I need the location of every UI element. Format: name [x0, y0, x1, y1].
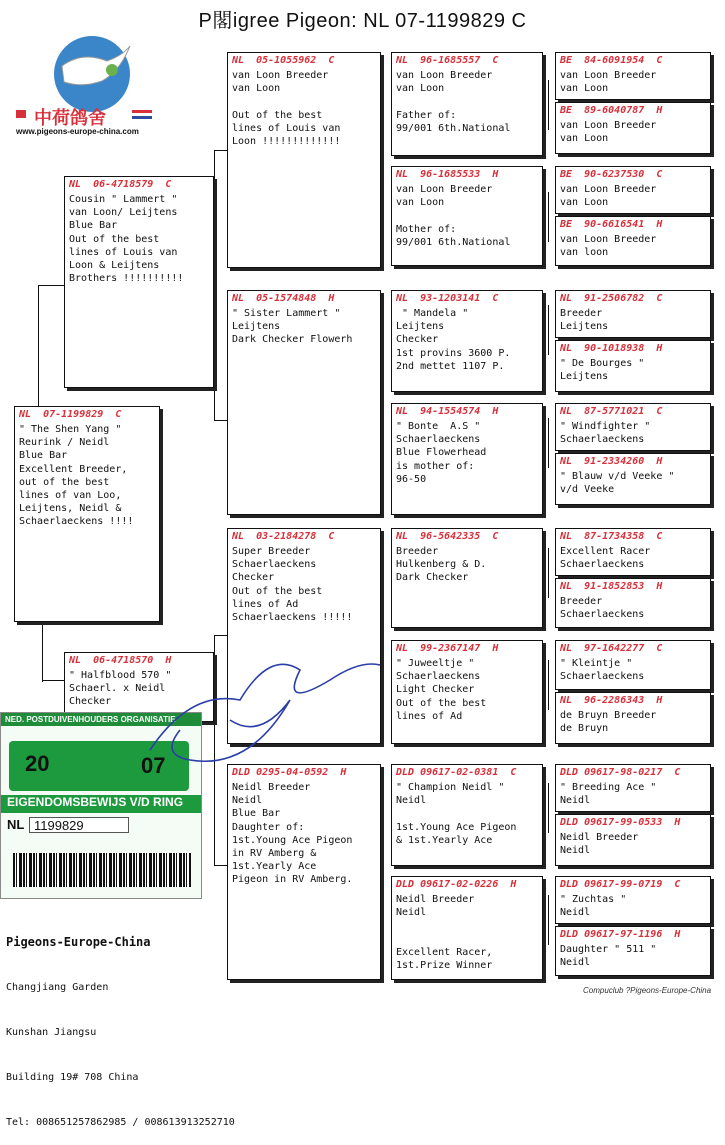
contact-line: Changjiang Garden — [6, 982, 109, 993]
pigeon-details: Neidl Breeder Neidl Blue Bar Daughter of: 1st.Young Ace Pigeon in RV Amberg & 1st.Yearly Ace Pigeon in RV Amberg. — [232, 782, 353, 886]
stamp-band-text: EIGENDOMSBEWIJS V/D RING — [1, 795, 201, 813]
ring-number: NL 91-1852853 H — [560, 581, 663, 592]
pedigree-g5-box — [555, 290, 711, 338]
ring-number: DLD 09617-02-0226 H — [396, 879, 517, 890]
pigeon-details: " Windfighter " Schaerlaeckens — [560, 421, 651, 446]
ring-number: NL 06-4718579 C — [69, 179, 172, 190]
connector — [214, 420, 227, 421]
ring-number: DLD 09617-98-0217 C — [560, 767, 681, 778]
connector — [548, 192, 549, 242]
pigeon-details: Breeder Schaerlaeckens — [560, 596, 645, 621]
connector — [214, 635, 215, 865]
ring-number: NL 94-1554574 H — [396, 406, 499, 417]
connector — [548, 305, 549, 355]
pedigree-g5-box — [555, 340, 711, 392]
pedigree-g4-box — [391, 403, 543, 515]
barcode — [13, 853, 191, 887]
ring-number: NL 91-2334260 H — [560, 456, 663, 467]
contact-block — [6, 905, 235, 1145]
ring-number: NL 87-5771021 C — [560, 406, 663, 417]
ring-number: DLD 09617-99-0719 C — [560, 879, 681, 890]
ring-number: NL 05-1574848 H — [232, 293, 335, 304]
pigeon-details: " Blauw v/d Veeke " v/d Veeke — [560, 471, 675, 496]
ring-number: NL 96-1685533 H — [396, 169, 499, 180]
ring-number: NL 90-1018938 H — [560, 343, 663, 354]
pedigree-g5-box — [555, 216, 711, 266]
ring-number: DLD 0295-04-0592 H — [232, 767, 347, 778]
page-title: P閣igree Pigeon: NL 07-1199829 C — [198, 10, 527, 32]
pedigree-g5-box — [555, 578, 711, 628]
ring-number: NL 96-1685557 C — [396, 55, 499, 66]
footer-credit: Compuclub ?Pigeons-Europe-China — [583, 986, 712, 995]
pigeon-details: van Loon Breeder van loon — [560, 234, 657, 259]
pigeon-details: Breeder Leijtens — [560, 308, 609, 333]
pedigree-subject — [14, 406, 160, 622]
ring-number: NL 06-4718570 H — [69, 655, 172, 666]
stamp-country: NL — [7, 817, 25, 832]
connector — [38, 285, 39, 410]
pigeon-details: " Champion Neidl " Neidl 1st.Young Ace Pigeon & 1st.Yearly Ace — [396, 782, 517, 846]
ring-number: BE 90-6237530 C — [560, 169, 663, 180]
connector — [38, 285, 66, 286]
pedigree-g5-box — [555, 102, 711, 154]
pedigree-g5-box — [555, 640, 711, 690]
pedigree-g5-box — [555, 764, 711, 812]
connector — [42, 622, 43, 682]
connector — [214, 865, 227, 866]
ring-number: NL 03-2184278 C — [232, 531, 335, 542]
connector — [548, 783, 549, 833]
pedigree-g5-box — [555, 814, 711, 866]
pigeon-details: " De Bourges " Leijtens — [560, 358, 645, 383]
connector — [548, 895, 549, 945]
connector — [42, 680, 66, 681]
pigeon-details: de Bruyn Breeder de Bruyn — [560, 710, 657, 735]
ring-number: NL 07-1199829 C — [19, 409, 122, 420]
ring-number: BE 90-6616541 H — [560, 219, 663, 230]
stamp-year-right: 07 — [141, 753, 166, 778]
pigeon-details: " Juweeltje " Schaerlaeckens Light Checker Out of the best lines of Ad — [396, 658, 487, 722]
stamp-ring-number: 1199829 — [29, 817, 129, 833]
pigeon-details: van Loon Breeder van Loon Out of the best lines of Louis van Loon !!!!!!!!!!!!! — [232, 70, 341, 148]
pigeon-details: " Kleintje " Schaerlaeckens — [560, 658, 645, 683]
pedigree-g5-box — [555, 926, 711, 976]
stamp-organisation: NED. POSTDUIVENHOUDERS ORGANISATIE — [1, 713, 201, 726]
ring-number: BE 89-6040787 H — [560, 105, 663, 116]
ring-number: NL 93-1203141 C — [396, 293, 499, 304]
connector — [214, 150, 215, 420]
ring-number: DLD 09617-99-0533 H — [560, 817, 681, 828]
pigeon-details: van Loon Breeder van Loon Mother of: 99/001 6th.National — [396, 184, 511, 248]
pedigree-g4-box — [391, 640, 543, 744]
brand-logo — [12, 26, 158, 142]
connector — [381, 575, 382, 685]
stamp-year-left: 20 — [25, 751, 50, 776]
pedigree-g4-box — [391, 290, 543, 392]
connector — [381, 105, 382, 220]
contact-phone: Tel: 008651257862985 / 008613913252710 — [6, 1117, 235, 1128]
pigeon-details: Neidl Breeder Neidl Excellent Racer, 1st.Prize Winner — [396, 894, 493, 972]
pigeon-details: " Bonte A.S " Schaerlaeckens Blue Flowerhead is mother of: 96-50 — [396, 421, 487, 485]
pedigree-g5-box — [555, 876, 711, 924]
pedigree-g3-box — [227, 764, 381, 980]
pedigree-g5-box — [555, 166, 711, 214]
pigeon-details: " Breeding Ace " Neidl — [560, 782, 657, 807]
pedigree-g4-box — [391, 876, 543, 980]
pedigree-g4-box — [391, 52, 543, 156]
pigeon-details: van Loon Breeder van Loon — [560, 70, 657, 95]
pigeon-details: van Loon Breeder van Loon — [560, 120, 657, 145]
pigeon-details: " The Shen Yang " Reurink / Neidl Blue Bar Excellent Breeder, out of the best lines of van Loo, Leijtens, Neidl & Schaerlaeckens !!!! — [19, 424, 134, 528]
connector — [548, 660, 549, 710]
logo-chinese-text: 中荷鸽舍 — [34, 108, 106, 129]
pedigree-g5-box — [555, 52, 711, 100]
pedigree-g4-box — [391, 764, 543, 866]
ring-number: NL 99-2367147 H — [396, 643, 499, 654]
pigeon-details: Excellent Racer Schaerlaeckens — [560, 546, 651, 571]
pigeon-details: " Zuchtas " Neidl — [560, 894, 627, 919]
connector — [381, 810, 382, 920]
ring-number: DLD 09617-97-1196 H — [560, 929, 681, 940]
contact-name: Pigeons-Europe-China — [6, 935, 151, 949]
connector — [548, 418, 549, 468]
ring-number: NL 91-2506782 C — [560, 293, 663, 304]
pigeon-details: Super Breeder Schaerlaeckens Checker Out of the best lines of Ad Schaerlaeckens !!!!! — [232, 546, 353, 624]
pigeon-details: " Halfblood 570 " Schaerl. x Neidl Checker — [69, 670, 172, 708]
pigeon-details: van Loon Breeder van Loon — [560, 184, 657, 209]
pedigree-g5-box — [555, 403, 711, 451]
pedigree-g3-box — [227, 52, 381, 268]
connector — [548, 548, 549, 598]
connector — [548, 80, 549, 130]
pigeon-details: Daughter " 511 " Neidl — [560, 944, 657, 969]
ring-number: NL 96-2286343 H — [560, 695, 663, 706]
contact-line: Building 19# 708 China — [6, 1072, 139, 1083]
connector — [214, 635, 227, 636]
pedigree-g3-box — [227, 528, 381, 744]
pigeon-details: " Mandela " Leijtens Checker 1st provins 3600 P. 2nd mettet 1107 P. — [396, 308, 511, 372]
ring-number: NL 05-1055962 C — [232, 55, 335, 66]
pigeon-details: Breeder Hulkenberg & D. Dark Checker — [396, 546, 487, 584]
connector — [381, 335, 382, 445]
pigeon-details: " Sister Lammert " Leijtens Dark Checker Flowerh — [232, 308, 353, 346]
logo-url: www.pigeons-europe-china.com — [16, 127, 139, 136]
pigeon-details: Cousin " Lammert " van Loon/ Leijtens Blue Bar Out of the best lines of Louis van Loon & Leijtens Brothers !!!!!!!!!! — [69, 194, 184, 285]
pedigree-g4-box — [391, 528, 543, 628]
pedigree-g5-box — [555, 528, 711, 576]
pedigree-g3-box — [227, 290, 381, 515]
pedigree-g5-box — [555, 453, 711, 505]
pigeon-details: van Loon Breeder van Loon Father of: 99/001 6th.National — [396, 70, 511, 134]
pedigree-g4-box — [391, 166, 543, 266]
contact-line: Kunshan Jiangsu — [6, 1027, 97, 1038]
ring-number: DLD 09617-02-0381 C — [396, 767, 517, 778]
pigeon-details: Neidl Breeder Neidl — [560, 832, 639, 857]
ring-certificate-stamp — [0, 712, 202, 899]
ring-number: NL 96-5642335 C — [396, 531, 499, 542]
pedigree-g5-box — [555, 692, 711, 744]
connector — [214, 150, 227, 151]
ring-number: NL 97-1642277 C — [560, 643, 663, 654]
ring-number: NL 87-1734358 C — [560, 531, 663, 542]
pedigree-sire — [64, 176, 214, 388]
ring-number: BE 84-6091954 C — [560, 55, 663, 66]
